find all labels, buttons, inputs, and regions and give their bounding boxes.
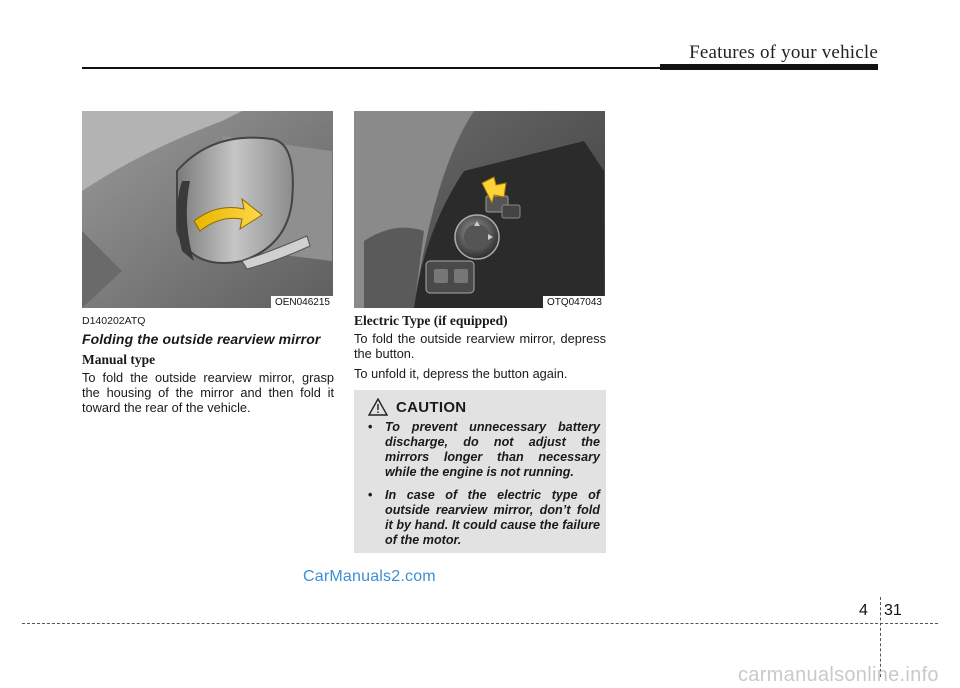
door-switch-illustration [354, 111, 605, 308]
page-number: 31 [884, 602, 902, 619]
electric-fold-paragraph: To fold the outside rearview mirror, depress the button. [354, 331, 606, 361]
footer-dashed-rule [22, 623, 938, 624]
caution-box [354, 390, 606, 553]
manual-type-paragraph: To fold the outside rearview mirror, grasp the housing of the mirror and then fold it toward the rear of the vehicle. [82, 370, 334, 415]
mirror-illustration [82, 111, 333, 308]
section-heading: Folding the outside rearview mirror [82, 331, 321, 347]
image-code-label: OTQ047043 [543, 296, 605, 308]
caution-title: CAUTION [396, 398, 467, 416]
footer-site-watermark: carmanualsonline.info [738, 664, 939, 686]
manual-type-subheading: Manual type [82, 352, 156, 367]
electric-type-subheading: Electric Type (if equipped) [354, 313, 508, 328]
electric-type-section [354, 313, 606, 386]
caution-header [368, 396, 466, 418]
section-code: D140202ATQ [82, 315, 146, 327]
caution-list [364, 420, 600, 556]
caution-item: • In case of the electric type of outside rearview mirror, don’t fold it by hand. It could cause the failure of the motor. [364, 488, 600, 548]
caution-item: • To prevent unnecessary battery discharge, do not adjust the mirrors longer than necessary while the engine is not running. [364, 420, 600, 480]
page-header-title: Features of your vehicle [689, 42, 878, 63]
electric-unfold-paragraph: To unfold it, depress the button again. [354, 366, 568, 381]
warning-triangle-icon [368, 398, 388, 416]
watermark-link[interactable]: CarManuals2.com [303, 568, 436, 585]
manual-type-section [82, 313, 334, 420]
image-code-label: OEN046215 [271, 296, 333, 308]
chapter-number: 4 [859, 602, 868, 619]
manual-mirror-photo [82, 111, 333, 308]
header-rule-accent [660, 64, 878, 70]
electric-mirror-switch-photo [354, 111, 605, 308]
